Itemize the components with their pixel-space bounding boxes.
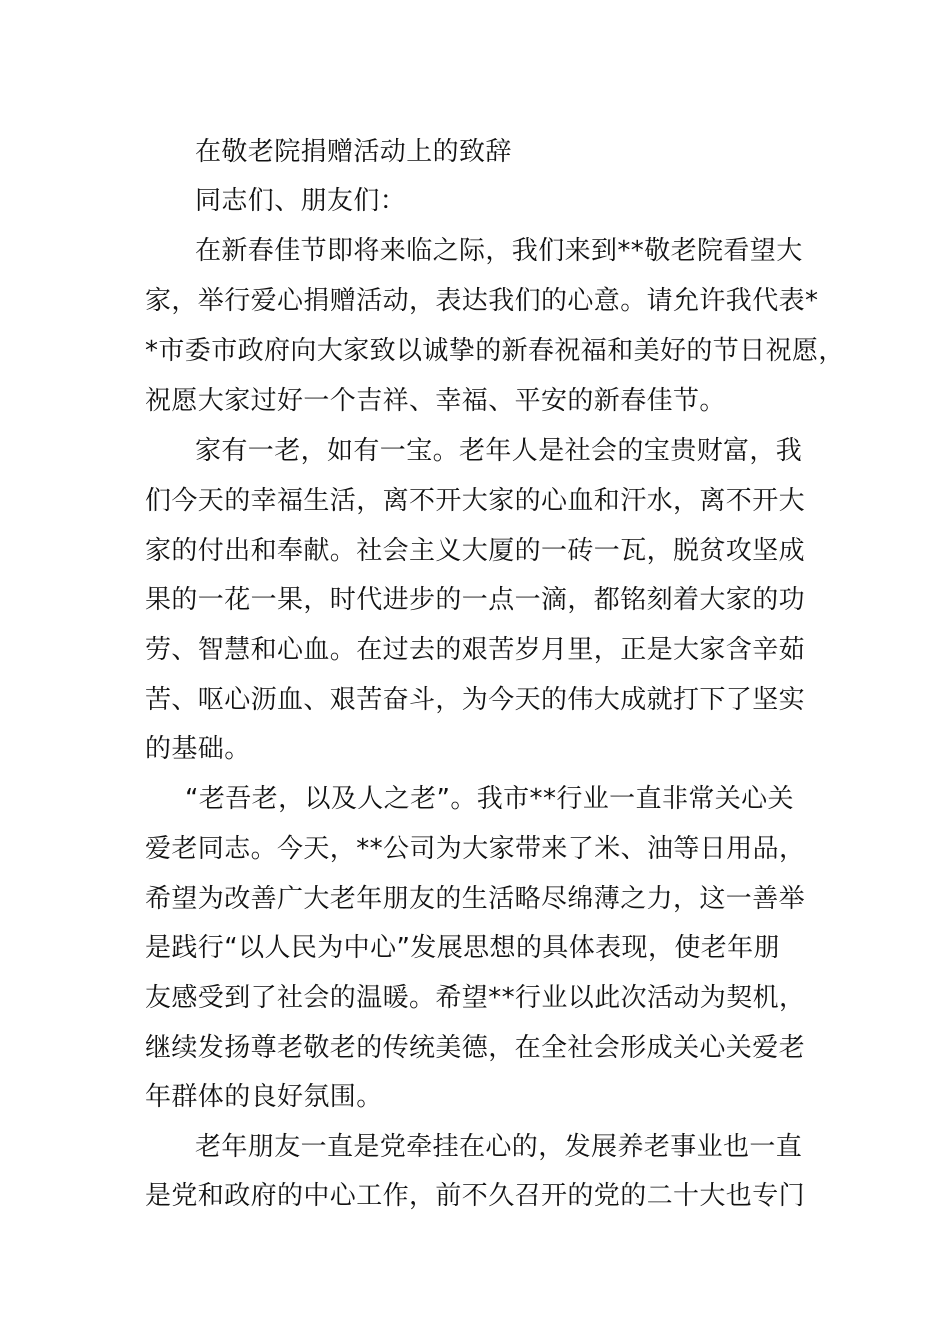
paragraph-line: 家的付出和奉献。社会主义大厦的一砖一瓦，脱贫攻坚成 [145,536,806,566]
paragraph-line: 家，举行爱心捐赠活动，表达我们的心意。请允许我代表* [145,286,819,316]
paragraph-line: *市委市政府向大家致以诚挚的新春祝福和美好的节日祝愿， [145,336,845,366]
paragraph-line: 年群体的良好氛围。 [145,1082,383,1112]
paragraph-line: 祝愿大家过好一个吉祥、幸福、平安的新春佳节。 [145,386,726,416]
paragraph-line: 在新春佳节即将来临之际，我们来到**敬老院看望大 [195,236,803,266]
paragraph-line: 是践行“以人民为中心”发展思想的具体表现，使老年朋 [145,933,780,963]
paragraph-line: 友感受到了社会的温暖。希望**行业以此次活动为契机， [145,983,806,1013]
paragraph-line: 家有一老，如有一宝。老年人是社会的宝贵财富，我 [195,436,803,466]
paragraph-line: 希望为改善广大老年朋友的生活略尽绵薄之力，这一善举 [145,884,806,914]
paragraph-line: 劳、智慧和心血。在过去的艰苦岁月里，正是大家含辛茹 [145,635,806,665]
paragraph-line: 果的一花一果，时代进步的一点一滴，都铭刻着大家的功 [145,585,806,615]
salutation: 同志们、朋友们： [195,186,407,216]
paragraph-line: “老吾老，以及人之老”。我市**行业一直非常关心关 [185,784,794,814]
document-title: 在敬老院捐赠活动上的致辞 [195,137,512,167]
paragraph-line: 老年朋友一直是党牵挂在心的，发展养老事业也一直 [195,1132,803,1162]
paragraph-line: 的基础。 [145,734,251,764]
paragraph-line: 继续发扬尊老敬老的传统美德，在全社会形成关心关爱老 [145,1033,806,1063]
paragraph-line: 爱老同志。今天，**公司为大家带来了米、油等日用品， [145,834,806,864]
paragraph-line: 苦、呕心沥血、艰苦奋斗，为今天的伟大成就打下了坚实 [145,685,806,715]
paragraph-line: 们今天的幸福生活，离不开大家的心血和汗水，离不开大 [145,486,806,516]
paragraph-line: 是党和政府的中心工作，前不久召开的党的二十大也专门 [145,1181,806,1211]
